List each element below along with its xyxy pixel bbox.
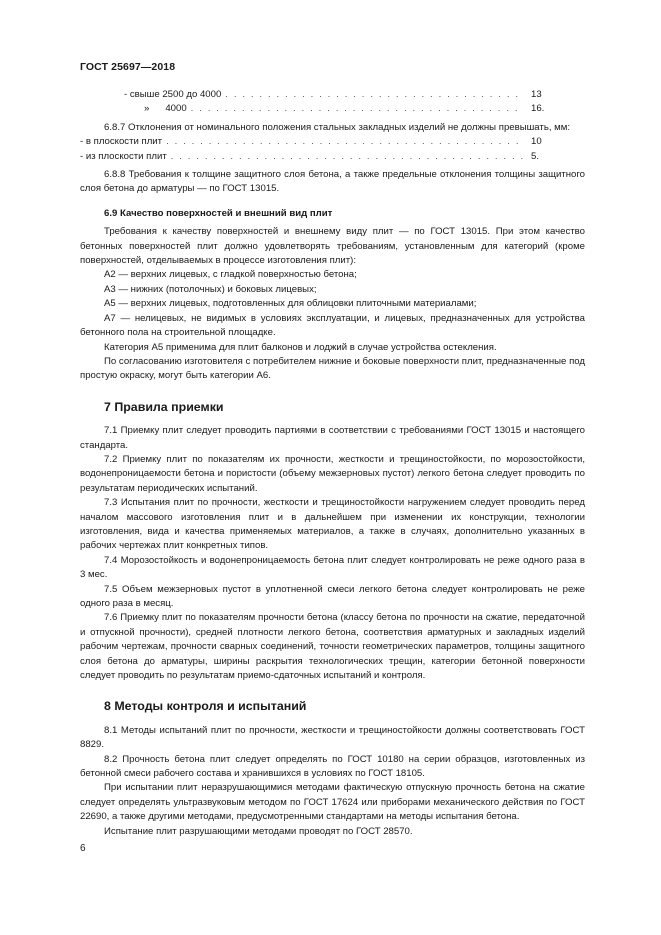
category-item-a7: А7 — нелицевых, не видимых в условиях эксплуатации, и лицевых, предназначенных для устройства бетонного пола на строительной площадке. [80,312,585,339]
leader-dots [191,102,523,116]
document-code-header: ГОСТ 25697—2018 [80,61,176,73]
page-number: 6 [80,843,86,854]
section-heading-8: 8 Методы контроля и испытаний [104,699,307,714]
deviation-label: - из плоскости плит [80,150,167,162]
document-body [80,88,585,839]
leader-dots [166,135,523,149]
deviation-value: 5. [531,150,540,162]
paragraph-6-8-8: 6.8.8 Требования к толщине защитного слоя бетона, а также предельные отклонения толщины защитного слоя бетона до арматуры — по ГОСТ 13015. [80,169,585,195]
leader-dots [225,88,523,102]
paragraph-7-5: 7.5 Объем межзерновых пустот в уплотненной смеси легкого бетона следует контролировать не реже одного раза в месяц. [80,583,585,609]
tolerance-row [80,102,585,116]
deviation-row [80,150,585,164]
paragraph-6-9-requirements: Требования к качеству поверхностей и внешнему виду плит — по ГОСТ 13015. При этом качество бетонных поверхностей плит должно удовлетворять требованиям, установленным для категорий (кроме поверхностей, отделываемых в процессе изготовления плит): [80,226,585,267]
paragraph-8-1: 8.1 Методы испытаний плит по прочности, жесткости и трещиностойкости должны соответствовать ГОСТ 8829. [80,724,585,751]
paragraph-7-1: 7.1 Приемку плит следует проводить партиями в соответствии с требованиями ГОСТ 13015 и настоящего стандарта. [80,425,585,451]
paragraph-6-8-7: 6.8.7 Отклонения от номинального положения стальных закладных изделий не должны превышать, мм: [104,121,571,133]
paragraph-8-2-destructive: Испытание плит разрушающими методами проводят по ГОСТ 28570. [104,825,413,837]
subsection-heading-6-9: 6.9 Качество поверхностей и внешний вид плит [104,207,333,219]
tolerance-row [80,88,585,102]
deviation-value: 10 [531,136,542,148]
paragraph-7-6: 7.6 Приемку плит по показателям прочности бетона (классу бетона по прочности на сжатие, передаточной и отпускной прочности), средней плотности легкого бетона, соответствия арматурных и закладных изделий рабочим чертежам, прочности сварных соединений, точности геометрических параметров, толщины защитного слоя бетона до арматуры, ширины раскрытия технологических трещин, категории бетонной поверхности следует проводить по результатам приемо-сдаточных испытаний и контроля. [80,612,585,682]
paragraph-6-9-a5-note: Категория А5 применима для плит балконов и лоджий в случае устройства остекления. [104,341,497,353]
paragraph-8-2-nondestructive: При испытании плит неразрушающимися методами фактическую отпускную прочность бетона на сжатие следует определять ультразвуковым методом по ГОСТ 17624 или приборами механического действия по ГОСТ 22690, а также другими методами, предусмотренными стандартами на методы испытания бетона. [80,782,585,823]
paragraph-7-3: 7.3 Испытания плит по прочности, жесткости и трещиностойкости нагружением следует проводить перед началом массового изготовления плит и в дальнейшем при изменении их конструкции, технологии изготовления, вида и качества применяемых материалов, а также в случаях, дополнительно указанных в рабочих чертежах плит конкретных типов. [80,497,585,552]
section-heading-7: 7 Правила приемки [104,399,224,414]
deviation-row [80,135,585,149]
category-item-a2: А2 — верхних лицевых, с гладкой поверхностью бетона; [104,269,357,281]
deviation-label: - в плоскости плит [80,136,163,148]
tolerance-value: 16. [531,103,545,115]
category-item-a5: А5 — верхних лицевых, подготовленных для облицовки плиточными материалами; [104,298,477,310]
paragraph-7-4: 7.4 Морозостойкость и водонепроницаемость бетона плит следует контролировать не реже одного раза в 3 мес. [80,554,585,581]
paragraph-8-2: 8.2 Прочность бетона плит следует определять по ГОСТ 10180 на серии образцов, изготовленных из бетонной смеси рабочего состава и хранившихся в условиях по ГОСТ 18105. [80,753,585,780]
tolerance-label: - свыше 2500 до 4000 [124,89,222,100]
tolerance-value: 13 [531,89,542,100]
category-item-a3: А3 — нижних (потолочных) и боковых лицевых; [104,283,317,295]
paragraph-7-2: 7.2 Приемку плит по показателям их прочности, жесткости и трещиностойкости, по морозостойкости, водонепроницаемости бетона и пористости (объему межзерновых пустот) легкого бетона следует проводить по результатам периодических испытаний. [80,453,585,494]
tolerance-label: » 4000 [144,103,187,115]
leader-dots [171,150,523,164]
paragraph-6-9-a6-note: По согласованию изготовителя с потребителем нижние и боковые поверхности плит, предназначенные под простую окраску, могут быть категории А6. [80,355,585,382]
